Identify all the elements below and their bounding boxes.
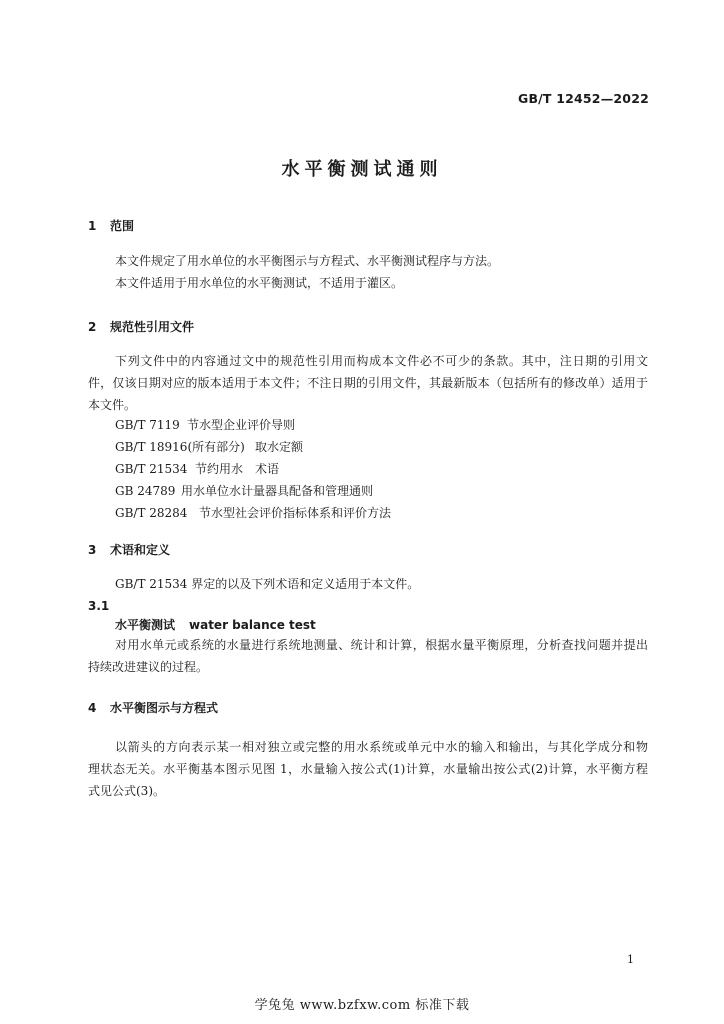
section-title: 规范性引用文件 <box>110 320 195 334</box>
reference-item <box>115 416 295 433</box>
section-4-heading <box>88 699 218 716</box>
section-number: 2 <box>88 320 97 334</box>
section-4-paragraph <box>88 736 648 802</box>
reference-title: 节约用水 术语 <box>195 462 280 476</box>
scope-paragraph-1: 本文件规定了用水单位的水平衡图示与方程式、水平衡测试程序与方法。 <box>115 254 500 268</box>
terms-intro: GB/T 21534 界定的以及下列术语和定义适用于本文件。 <box>115 577 420 591</box>
reference-item <box>115 460 279 477</box>
reference-item <box>115 438 303 455</box>
paragraph-line: 对用水单元或系统的水量进行系统地测量、统计和计算，根据水量平衡原理，分析查找问题并提出 <box>115 638 648 652</box>
footer-watermark-text: 学兔兔 www.bzfxw.com 标准下载 <box>254 998 470 1013</box>
paragraph-line: 式见公式(3)。 <box>88 784 165 798</box>
section-2-heading <box>88 318 194 335</box>
section-3-heading <box>88 541 170 558</box>
paragraph-line: 理状态无关。水平衡基本图示见图 1，水量输入按公式(1)计算，水量输出按公式(2)计算，水平衡方程 <box>88 762 648 776</box>
section-number: 3 <box>88 543 97 557</box>
term-english: water balance test <box>189 618 316 632</box>
reference-title: 节水型企业评价导则 <box>187 418 296 432</box>
paragraph-line: 本文件。 <box>88 398 137 412</box>
reference-title: 用水单位水计量器具配备和管理通则 <box>181 484 374 498</box>
term-number: 3.1 <box>88 599 110 613</box>
section-number: 4 <box>88 701 97 715</box>
reference-code: GB/T 18916(所有部分) <box>115 440 245 454</box>
paragraph-line: 件，仅该日期对应的版本适用于本文件；不注日期的引用文件，其最新版本（包括所有的修改单）适用于 <box>88 376 648 390</box>
paragraph-line: 下列文件中的内容通过文中的规范性引用而构成本文件必不可少的条款。其中，注日期的引用文 <box>115 354 648 368</box>
page-number: 1 <box>627 953 634 966</box>
section-title: 术语和定义 <box>110 543 171 557</box>
term-chinese: 水平衡测试 <box>115 618 176 632</box>
section-title: 范围 <box>110 219 135 233</box>
standard-code: GB/T 12452—2022 <box>517 91 649 106</box>
term-entry <box>115 616 316 633</box>
reference-code: GB/T 21534 <box>115 462 188 476</box>
reference-item <box>115 482 373 499</box>
reference-item <box>115 504 391 521</box>
term-definition <box>88 634 648 678</box>
paragraph-line: 以箭头的方向表示某一相对独立或完整的用水系统或单元中水的输入和输出，与其化学成分和物 <box>115 740 648 754</box>
section-1-heading <box>88 217 134 234</box>
normative-references-paragraph <box>88 350 648 416</box>
reference-title: 取水定额 <box>255 440 304 454</box>
paragraph-line: 持续改进建议的过程。 <box>88 660 209 674</box>
scope-paragraph-2: 本文件适用于用水单位的水平衡测试，不适用于灌区。 <box>115 276 404 290</box>
reference-code: GB 24789 <box>115 484 176 498</box>
section-title: 水平衡图示与方程式 <box>110 701 219 715</box>
section-number: 1 <box>88 219 97 233</box>
reference-code: GB/T 28284 <box>115 506 188 520</box>
document-title: 水平衡测试通则 <box>281 159 443 180</box>
reference-title: 节水型社会评价指标体系和评价方法 <box>199 506 392 520</box>
reference-code: GB/T 7119 <box>115 418 180 432</box>
